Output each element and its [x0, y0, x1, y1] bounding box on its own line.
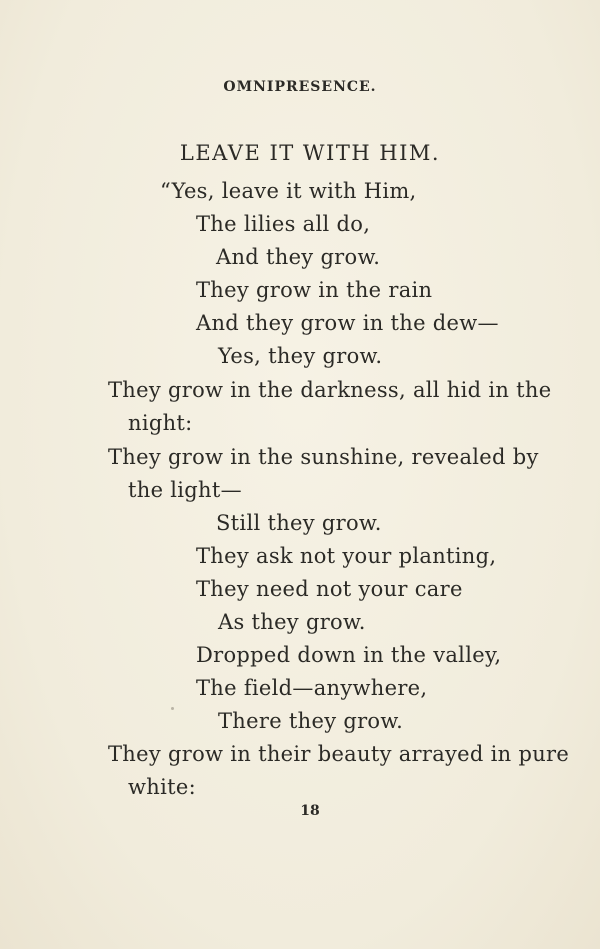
poem-line: Dropped down in the valley,	[196, 643, 502, 667]
poem-line: And they grow in the dew—	[196, 311, 499, 335]
poem-line: They grow in the sunshine, revealed by	[108, 445, 539, 469]
poem-line: And they grow.	[216, 245, 381, 269]
poem-line: Still they grow.	[216, 511, 382, 535]
poem-title: LEAVE IT WITH HIM.	[179, 141, 441, 165]
poem-line: As they grow.	[218, 610, 366, 634]
poem-line: the light—	[128, 478, 242, 502]
poem-line: They grow in the darkness, all hid in the	[108, 378, 552, 402]
poem-line: The field—anywhere,	[196, 676, 428, 700]
poem-line: night:	[128, 411, 193, 435]
poem-line: They grow in the rain	[196, 278, 433, 302]
running-head: OMNIPRESENCE.	[223, 79, 377, 95]
poem-line: They need not your care	[196, 577, 463, 601]
poem-line: They grow in their beauty arrayed in pure	[108, 742, 570, 766]
poem-line: They ask not your planting,	[196, 544, 497, 568]
poem-line: The lilies all do,	[196, 212, 371, 236]
page-number: 18	[300, 803, 320, 819]
poem-line: white:	[128, 775, 196, 799]
poem-line: Yes, they grow.	[218, 344, 383, 368]
poem-line: “Yes, leave it with Him,	[160, 179, 417, 203]
paper-speck	[171, 707, 174, 710]
poem-line: There they grow.	[218, 709, 404, 733]
